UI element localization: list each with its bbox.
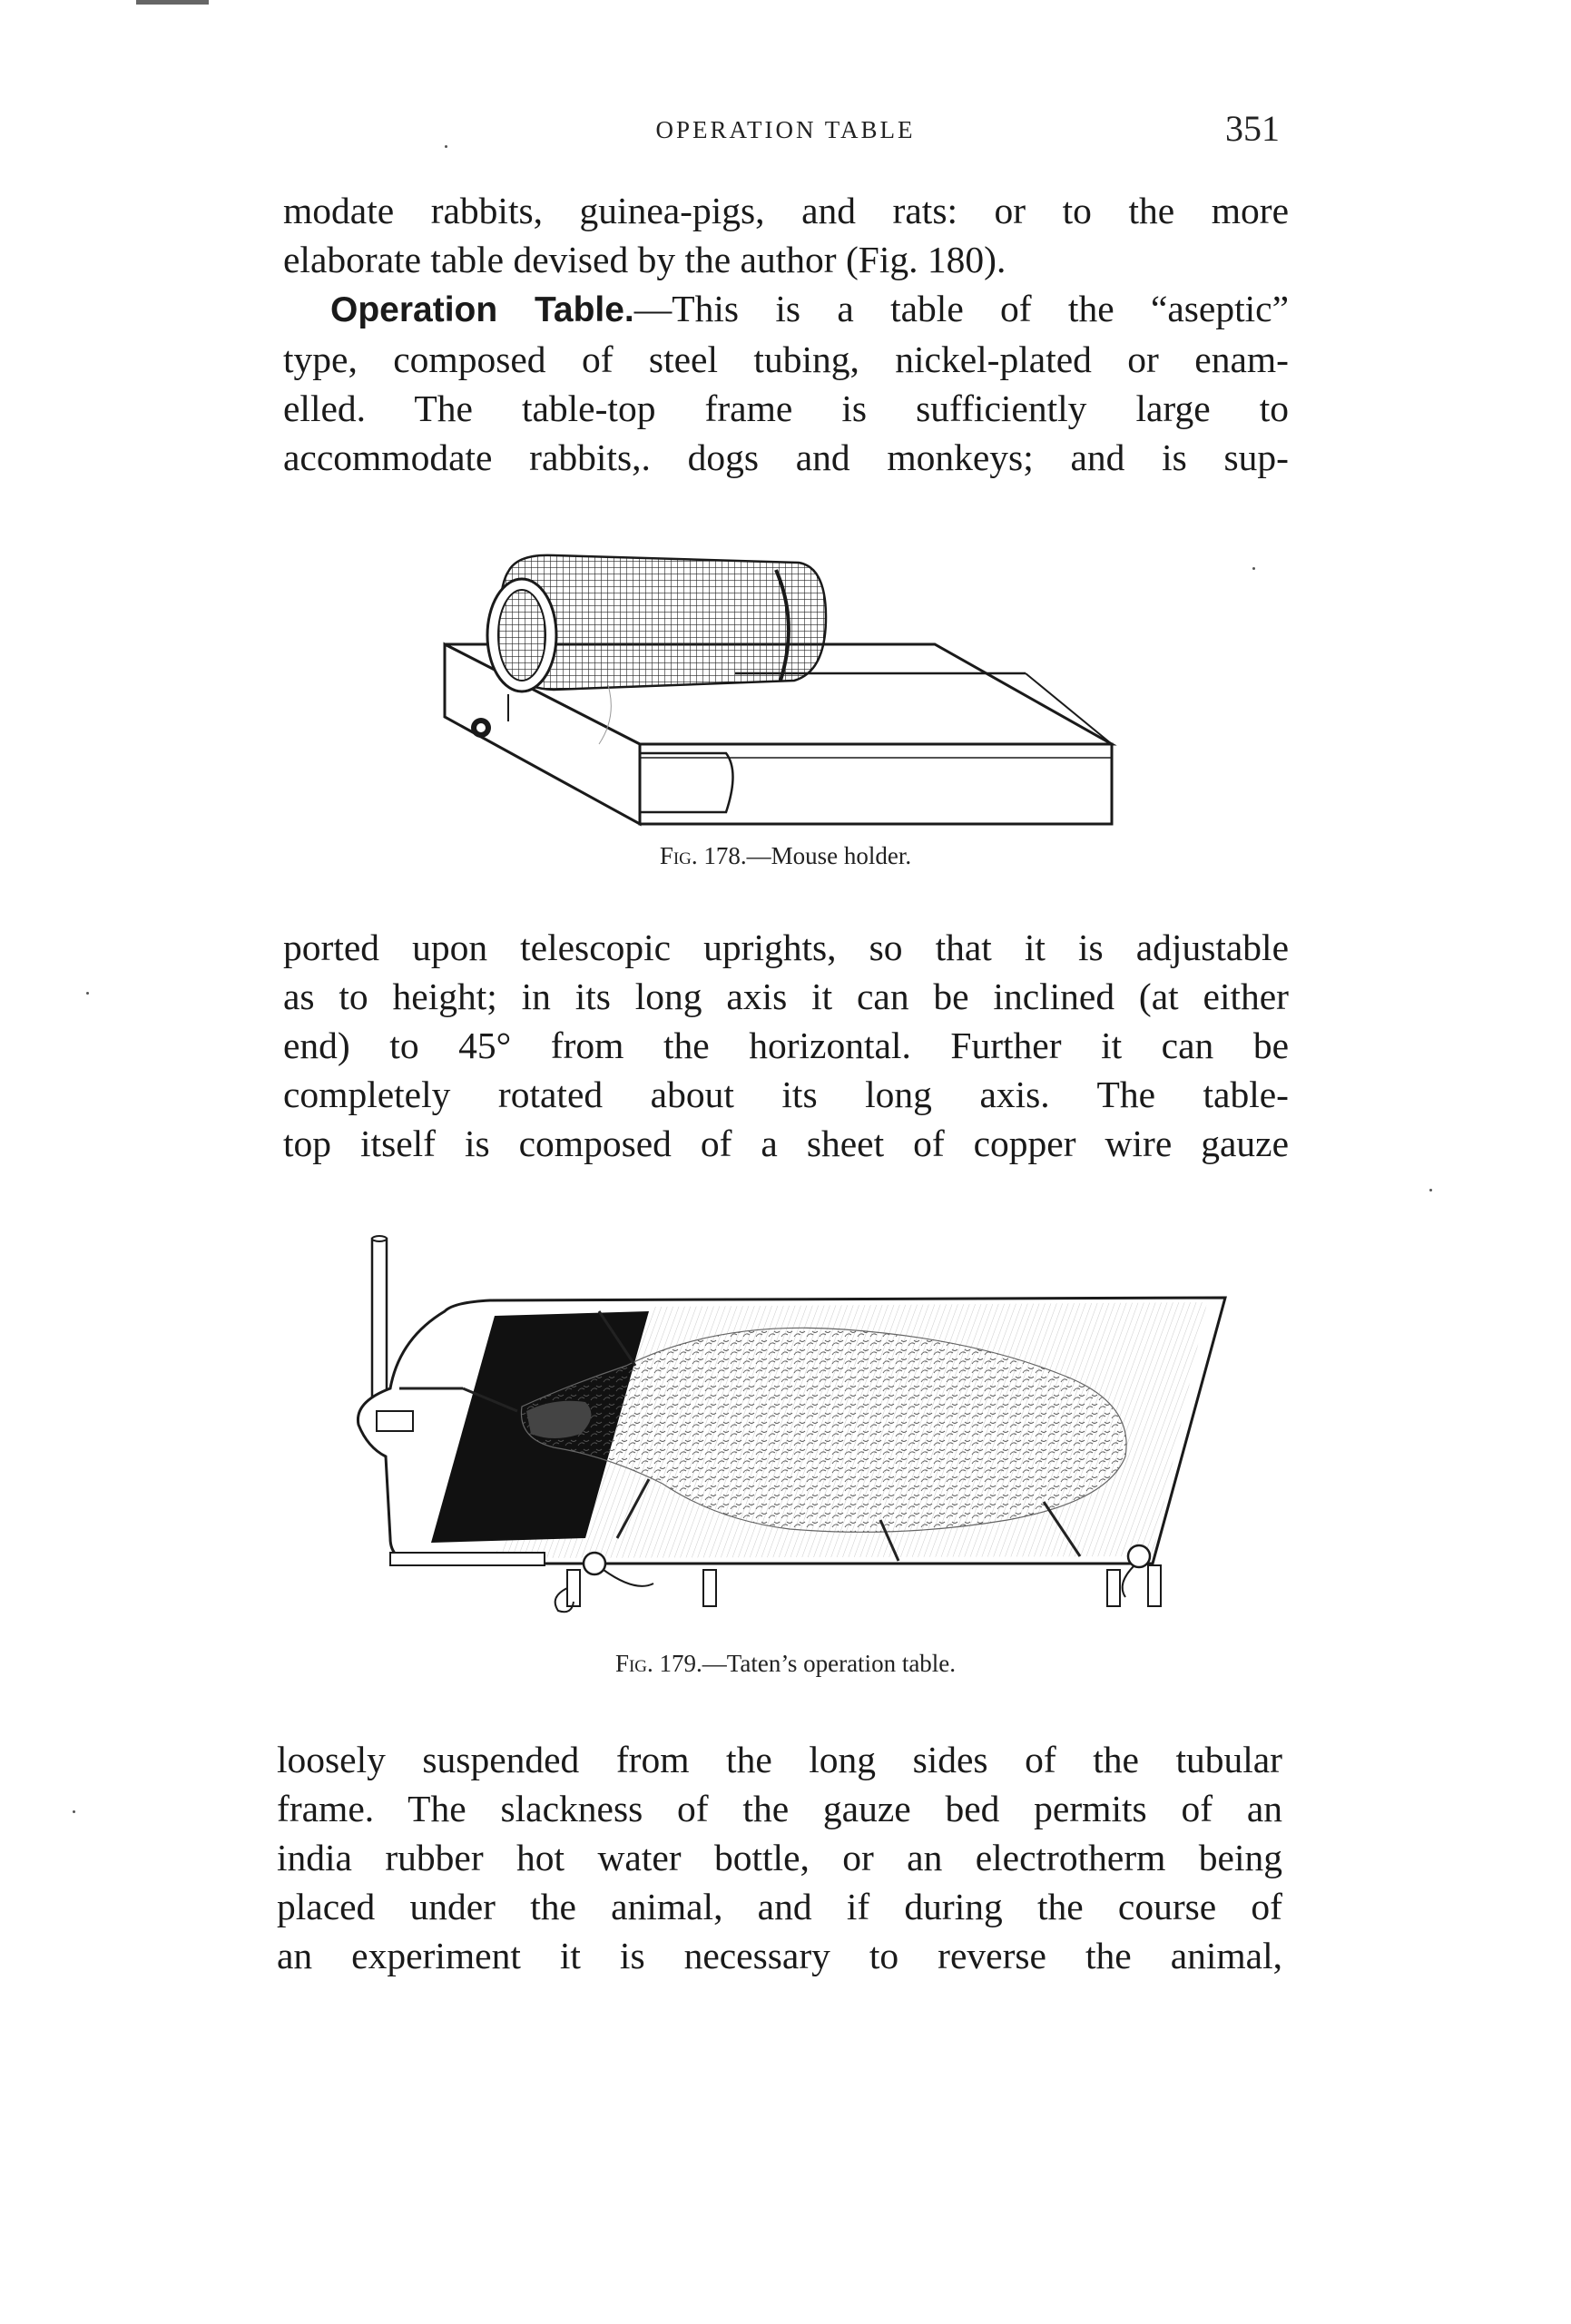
paper-speck: [86, 992, 89, 995]
text-line: as to height; in its long axis it can be inclined (at either: [283, 976, 1289, 1017]
paragraph-2: [283, 284, 1289, 482]
text-line: completely rotated about its long axis. The table-: [283, 1074, 1289, 1115]
text-line: end) to 45° from the horizontal. Further it can be: [283, 1025, 1289, 1066]
text-span: —This is a table of the “aseptic”: [633, 288, 1289, 329]
caption-text: 179.—Taten’s operation table.: [659, 1650, 957, 1677]
paper-speck: [1429, 1189, 1432, 1191]
running-head: OPERATION TABLE: [655, 116, 916, 143]
paragraph-1: [283, 186, 1289, 284]
text-line: frame. The slackness of the gauze bed permits of an: [277, 1788, 1282, 1829]
figure-label: Fig.: [614, 1650, 653, 1677]
text-line: top itself is composed of a sheet of copper wire gauze: [283, 1123, 1289, 1164]
paper-speck: [1252, 567, 1255, 570]
scan-mark: [136, 0, 209, 5]
text-line: india rubber hot water bottle, or an electrotherm being: [277, 1837, 1282, 1878]
operation-table-illustration: [336, 1230, 1234, 1642]
text-line: ported upon telescopic uprights, so that it is adjustable: [283, 927, 1289, 968]
text-line: elled. The table-top frame is sufficiently large to: [283, 387, 1289, 429]
text-line: elaborate table devised by the author (Fig. 180).: [283, 239, 1006, 280]
text-line: type, composed of steel tubing, nickel-plated or enam-: [283, 338, 1289, 380]
paragraph-4: [277, 1735, 1282, 1980]
paper-speck: [445, 145, 447, 148]
text-line: loosely suspended from the long sides of the tubular: [277, 1739, 1282, 1780]
text-line: [283, 284, 1289, 335]
text-line: accommodate rabbits,. dogs and monkeys; and is sup-: [283, 436, 1289, 478]
text-line: an experiment it is necessary to reverse the animal,: [277, 1935, 1282, 1976]
section-heading: Operation Table.: [330, 290, 634, 329]
figure-label: Fig.: [659, 842, 698, 869]
caption-text: 178.—Mouse holder.: [703, 842, 912, 869]
mouse-holder-illustration: [436, 535, 1125, 835]
text-line: modate rabbits, guinea-pigs, and rats: or to the more: [283, 190, 1289, 231]
text-line: placed under the animal, and if during the course of: [277, 1886, 1282, 1927]
page-number: 351: [1225, 108, 1280, 149]
paragraph-3: [283, 923, 1289, 1168]
paper-speck: [73, 1810, 75, 1813]
figure-178-caption: [0, 842, 1571, 870]
figure-179-caption: [0, 1650, 1571, 1678]
